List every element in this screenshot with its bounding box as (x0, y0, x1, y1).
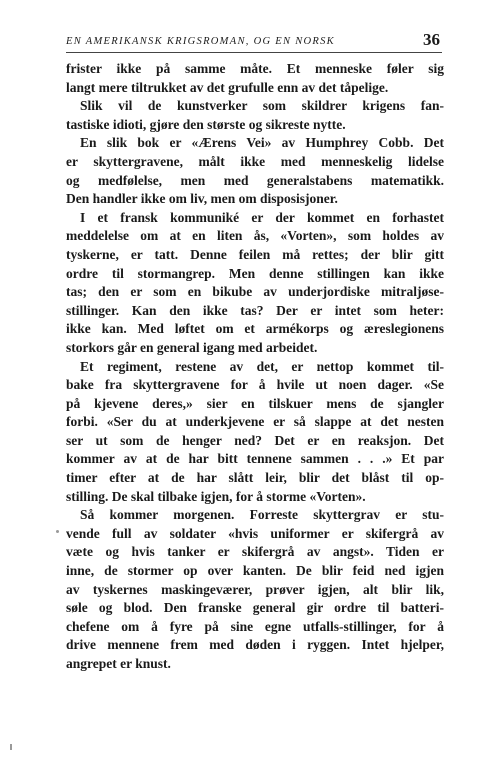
text-line: ikke kan. Med løftet om et armékorps og æreslegionens (66, 321, 444, 337)
text-line: stillinger. Kan den ikke tas? Der er intet som heter: (66, 302, 444, 318)
text-line: Den handler ikke om liv, men om disposisjoner. (66, 191, 338, 207)
scan-speck (10, 744, 12, 750)
text-line: vende full av soldater «hvis uniformer er skifergrå av (66, 525, 444, 541)
text-line: storkors går en general igang med arbeidet. (66, 339, 318, 355)
text-line: tastiske idioti, gjøre den største og sikreste nytte. (66, 116, 346, 132)
text-line: langt mere tiltrukket av det grufulle enn av det tåpelige. (66, 79, 389, 95)
text-line: meddelelse om at en liten ås, «Vorten», som holdes av (66, 228, 444, 244)
text-line: væte og hvis tanker er skifergrå av angst». Tiden er (66, 544, 444, 560)
text-line: ser ut som de henger ned? Det er en reaksjon. Det (66, 432, 444, 448)
text-line: inne, de stormer op over kanten. De blir feid ned igjen (66, 563, 444, 579)
header-rule (66, 52, 442, 53)
text-line: forbi. «Ser du at underkjevene er så slappe at det nesten (66, 414, 444, 430)
text-line: på kjevene deres,» sier en tilskuer mens de sjangler (66, 395, 444, 411)
text-line: stilling. De skal tilbake igjen, for å storme «Vorten». (66, 488, 366, 504)
text-line: bake fra skyttergravene for å hvile ut noen dager. «Se (66, 377, 444, 393)
text-line: timer efter at de har slått leir, blir det blåst til op- (66, 470, 444, 486)
text-line: ordre til stormangrep. Men denne stillingen kan ikke (66, 265, 444, 281)
text-line: er skyttergravene, målt ikke med menneskelig lidelse (66, 153, 444, 169)
text-line: I et fransk kommuniké er der kommet en forhastet (80, 209, 444, 225)
text-line: søle og blod. Den franske general gir ordre til batteri- (66, 600, 444, 616)
text-line: En slik bok er «Ærens Vei» av Humphrey Cobb. Det (80, 135, 444, 151)
text-line: chefene om å fyre på sine egne utfalls-stillinger, for å (66, 618, 444, 634)
scan-speck (56, 530, 59, 533)
running-head (66, 30, 442, 54)
text-line: angrepet er knust. (66, 656, 171, 671)
page-number: 36 (423, 30, 440, 49)
text-line: Slik vil de kunstverker som skildrer krigens fan- (80, 98, 444, 114)
running-title: EN AMERIKANSK KRIGSROMAN, OG EN NORSK (66, 36, 335, 47)
text-line: tyskerne, er tatt. Denne feilen må rettes; der blir gitt (66, 246, 444, 262)
text-line: Et regiment, restene av det, er nettop kommet til- (80, 358, 444, 374)
body-text (66, 60, 444, 674)
text-line: kommer av at de har bitt tennene sammen . . .» Et par (66, 451, 444, 467)
text-line: og medfølelse, men med generalstabens matematikk. (66, 172, 444, 188)
text-line: av tyskernes maskingeværer, prøver igjen, alt blir lik, (66, 581, 444, 597)
text-line: frister ikke på samme måte. Et menneske føler sig (66, 61, 444, 76)
text-line: tas; den er som en bikube av underjordiske mitraljøse- (66, 284, 444, 300)
text-line: Så kommer morgenen. Forreste skyttergrav er stu- (80, 507, 444, 523)
text-line: drive mennene frem med døden i ryggen. Intet hjelper, (66, 637, 444, 653)
